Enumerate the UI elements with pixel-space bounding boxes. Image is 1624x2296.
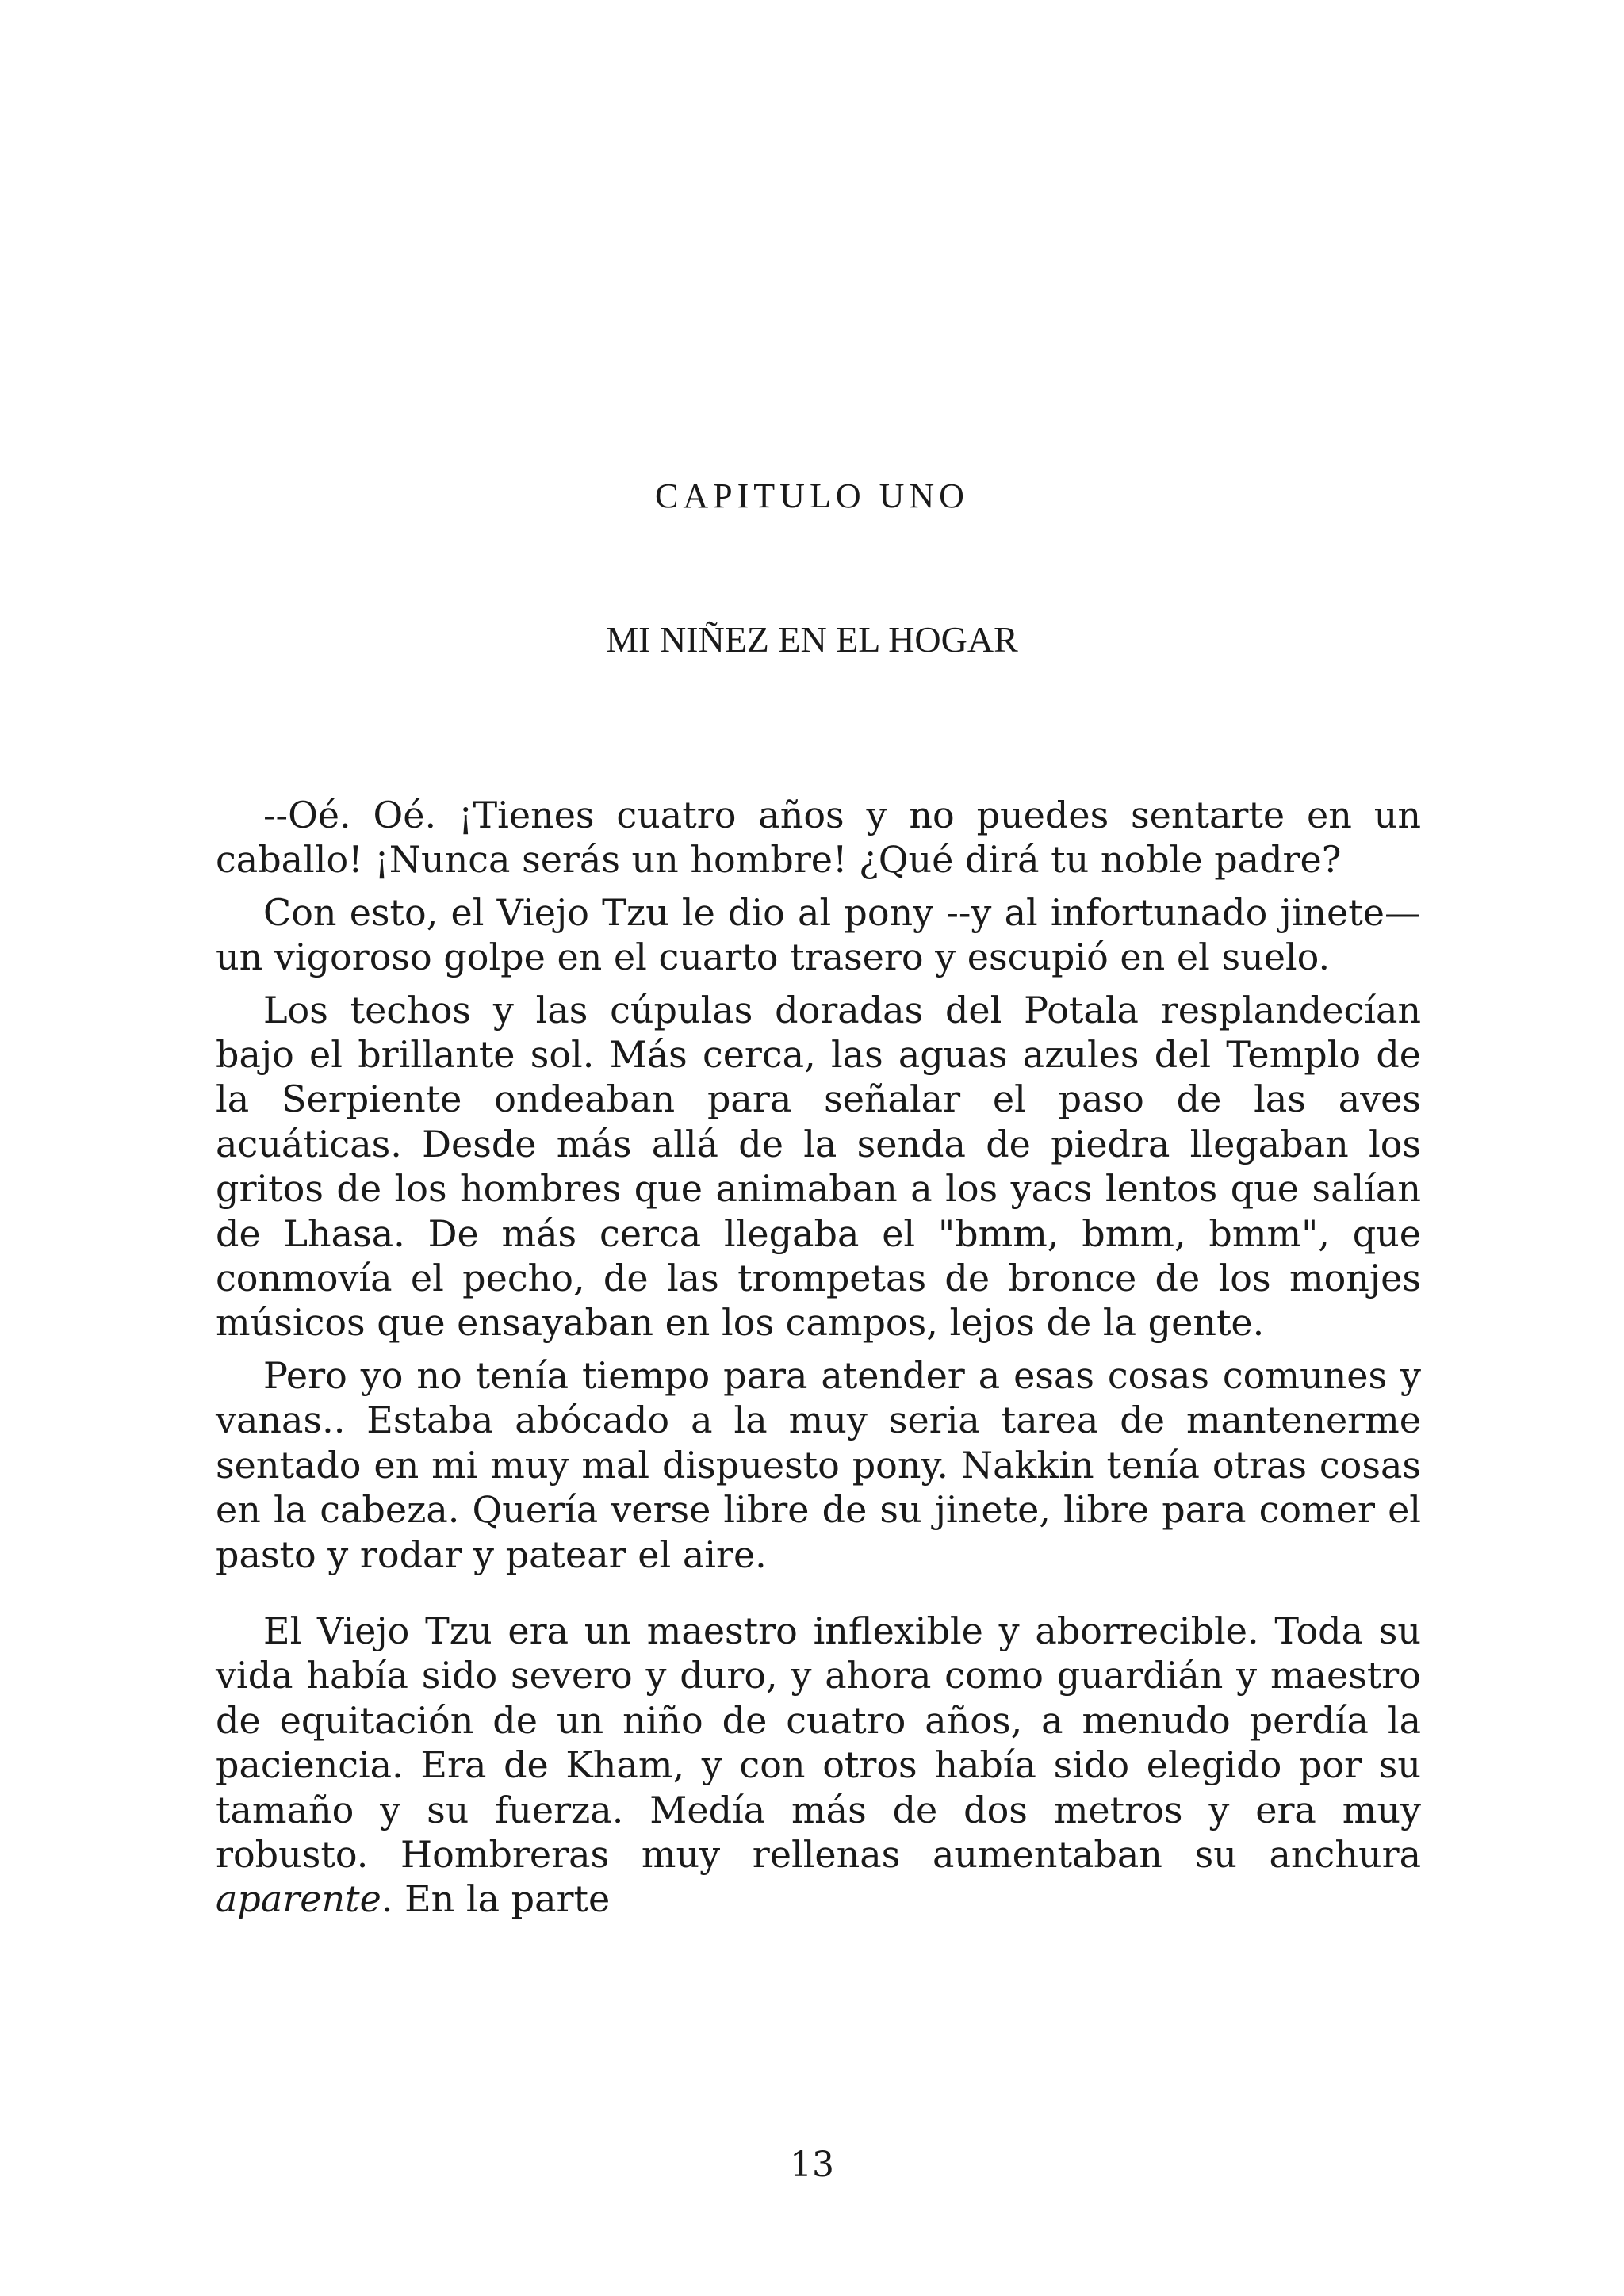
- italic-word: aparente: [216, 1877, 381, 1921]
- paragraph: Pero yo no tenía tiempo para atender a esas cosas comunes y vanas.. Estaba abócado a la muy seria tarea de mantenerme sentado en mi muy mal dispuesto pony. Nakkin tenía otras cosas en la cabeza. Quería verse libre de su jinete, libre para comer el pasto y rodar y patear el aire.: [216, 1353, 1421, 1576]
- paragraph: Los techos y las cúpulas doradas del Potala resplandecían bajo el brillante sol. Más cerca, las aguas azules del Templo de la Serpiente ondeaban para señalar el paso de las aves acuáticas. Desde más allá de la senda de piedra llegaban los gritos de los hombres que animaban a los yacs lentos que salían de Lhasa. De más cerca llegaba el "bmm, bmm, bmm", que conmovía el pecho, de las trompetas de bronce de los monjes músicos que ensayaban en los campos, lejos de la gente.: [216, 988, 1421, 1345]
- paragraph-tail: . En la parte: [381, 1877, 611, 1921]
- chapter-title: MI NIÑEZ EN EL HOGAR: [606, 619, 1018, 660]
- page-number: 13: [790, 2145, 834, 2185]
- body-text: [216, 793, 1421, 1930]
- paragraph: Con esto, el Viejo Tzu le dio al pony --y al infortunado jinete— un vigoroso golpe en el cuarto trasero y escupió en el suelo.: [216, 890, 1421, 979]
- chapter-label: CAPITULO UNO: [655, 476, 969, 515]
- paragraph: --Oé. Oé. ¡Tienes cuatro años y no puedes sentarte en un caballo! ¡Nunca serás un hombre! ¿Qué dirá tu noble padre?: [216, 794, 1421, 882]
- paragraph: [216, 1609, 1421, 1922]
- paragraph-text: El Viejo Tzu era un maestro inflexible y aborrecible. Toda su vida había sido severo y duro, y ahora como guardián y maestro de equitación de un niño de cuatro años, a menudo perdía la paciencia. Era de Kham, y con otros había sido elegido por su tamaño y su fuerza. Medía más de dos metros y era muy robusto. Hombreras muy rellenas aumentaban su anchura: [216, 1609, 1421, 1876]
